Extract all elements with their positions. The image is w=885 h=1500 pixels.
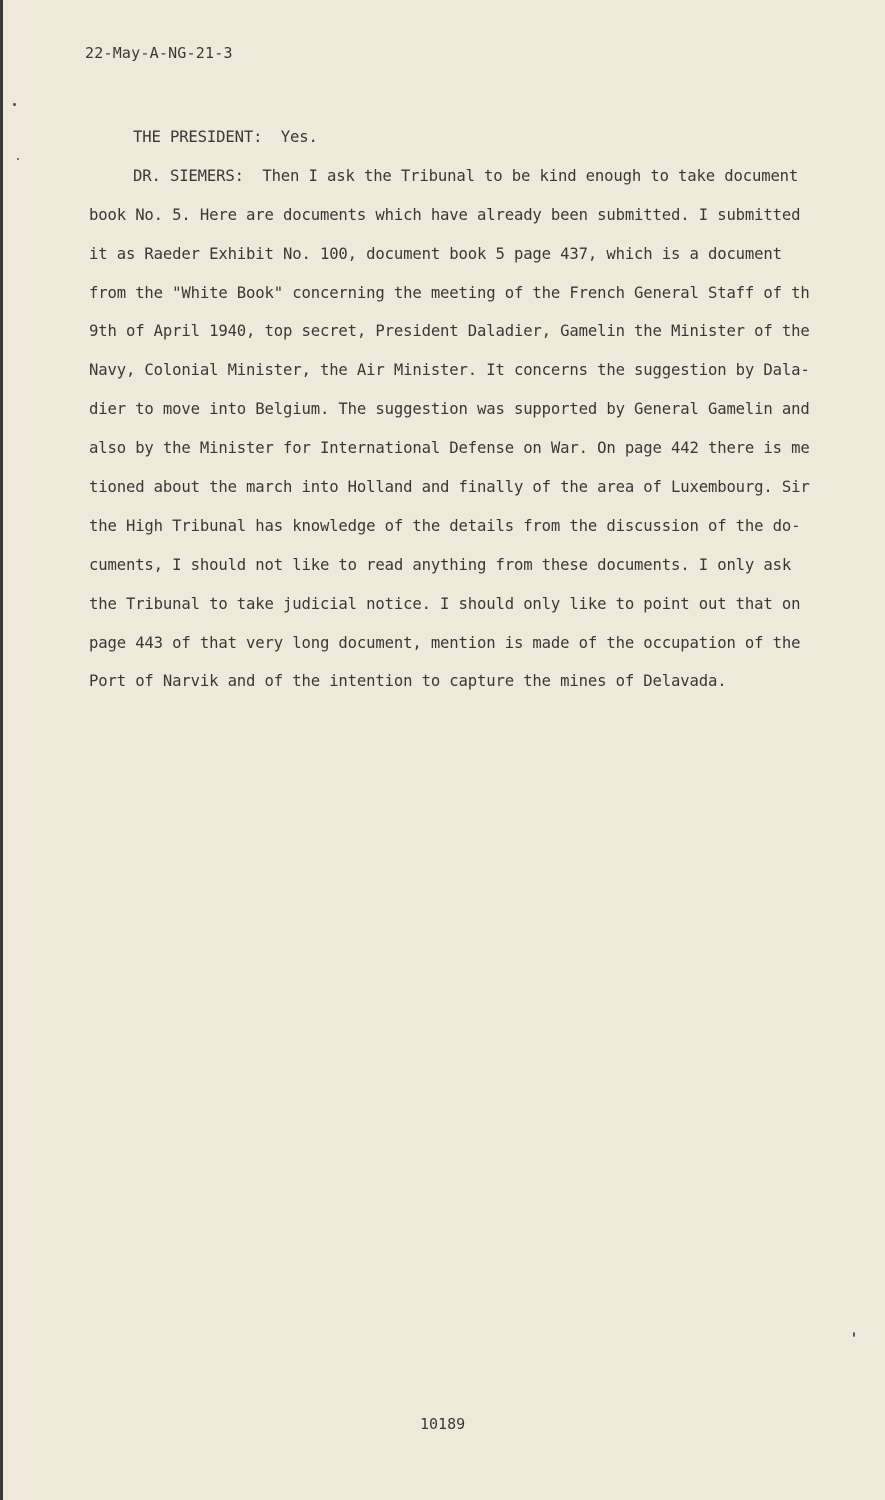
text-line: Navy, Colonial Minister, the Air Minister. It concerns the suggestion by Dala- <box>89 361 810 380</box>
text-line: THE PRESIDENT: Yes. <box>133 128 318 146</box>
text-line: it as Raeder Exhibit No. 100, document book 5 page 437, which is a document <box>89 244 782 263</box>
text-line: tioned about the march into Holland and finally of the area of Luxembourg. Sir <box>89 478 810 497</box>
text-line: from the "White Book" concerning the meeting of the French General Staff of th <box>89 283 810 302</box>
paper-speck <box>13 103 16 106</box>
text-line: the Tribunal to take judicial notice. I should only like to point out that on <box>89 594 801 613</box>
text-line: also by the Minister for International Defense on War. On page 442 there is me <box>89 439 810 458</box>
text-line: Port of Narvik and of the intention to capture the mines of Delavada. <box>89 672 727 691</box>
text-line: DR. SIEMERS: Then I ask the Tribunal to be kind enough to take document <box>133 166 799 185</box>
text-line: dier to move into Belgium. The suggestion was supported by General Gamelin and <box>89 400 810 419</box>
text-line: the High Tribunal has knowledge of the details from the discussion of the do- <box>89 516 801 535</box>
transcript-body <box>89 118 839 701</box>
text-line: cuments, I should not like to read anything from these documents. I only ask <box>89 555 792 574</box>
document-id: 22-May-A-NG-21-3 <box>85 44 233 62</box>
page-number: 10189 <box>420 1415 466 1433</box>
paper-speck <box>17 158 19 160</box>
text-line: 9th of April 1940, top secret, President Daladier, Gamelin the Minister of the <box>89 322 810 341</box>
text-line: book No. 5. Here are documents which have already been submitted. I submitted <box>89 205 801 224</box>
paper-speck <box>853 1332 855 1337</box>
text-line: page 443 of that very long document, mention is made of the occupation of the <box>89 633 801 652</box>
